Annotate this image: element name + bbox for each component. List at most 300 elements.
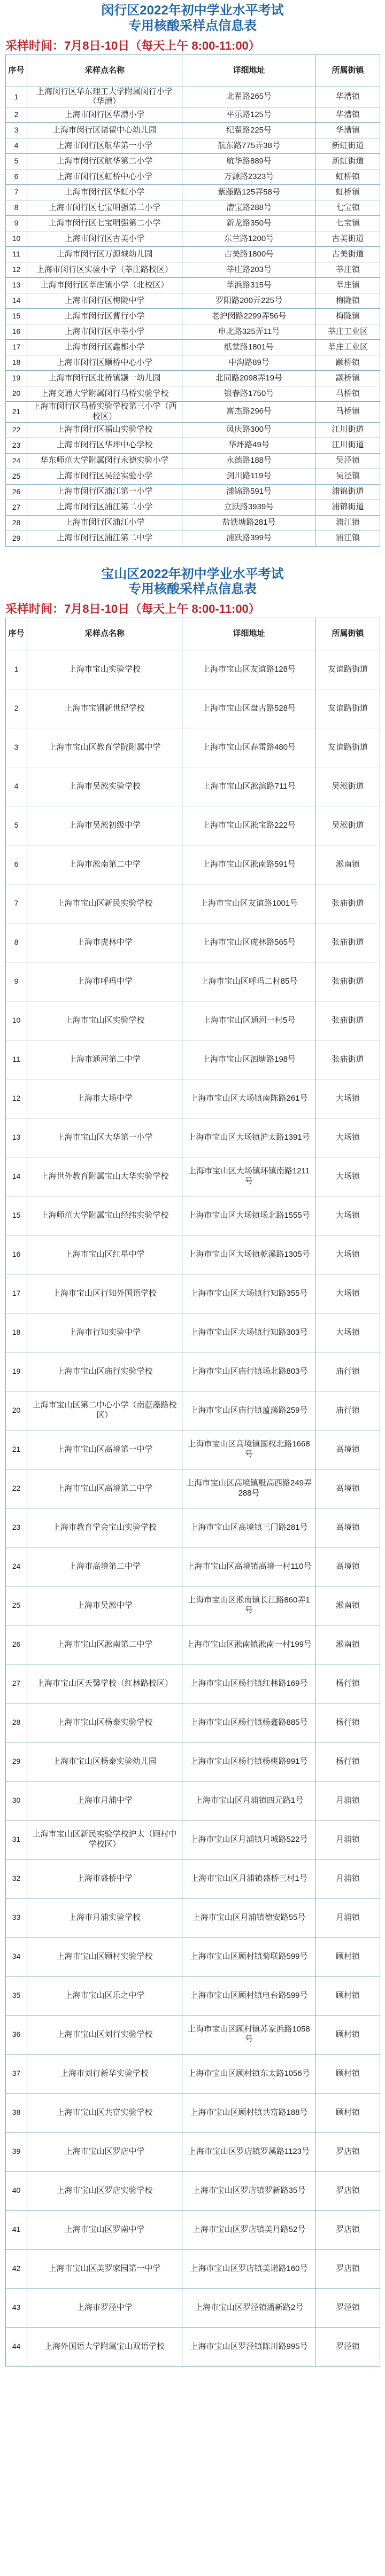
site-name: 上海市闵行区七宝明强第二小学 [27, 200, 182, 216]
row-number: 7 [6, 185, 27, 200]
site-town: 浦江镇 [316, 515, 380, 531]
site-town: 张庙街道 [316, 1040, 380, 1079]
site-town: 庙行镇 [316, 1352, 380, 1391]
site-address: 莘庄路203号 [182, 262, 316, 278]
row-number: 41 [6, 2211, 27, 2250]
site-address: 上海市宝山区大场镇乾溪路1305号 [182, 1235, 316, 1274]
site-name: 上海市闵行区梅陇中学 [27, 293, 182, 309]
site-address: 中沟路89号 [182, 355, 316, 371]
site-address: 凤庆路300号 [182, 422, 316, 438]
table-row [6, 422, 380, 438]
site-address: 上海市宝山区虎林路565号 [182, 923, 316, 962]
site-town: 古美街道 [316, 231, 380, 247]
site-address: 上海市宝山区罗店镇美丹路52号 [182, 2211, 316, 2250]
site-town: 罗店镇 [316, 2172, 380, 2211]
row-number: 21 [6, 402, 27, 423]
table-row [6, 1859, 380, 1898]
site-address: 上海市宝山区罗泾镇陈川路995号 [182, 2328, 316, 2367]
site-name: 上海市闵行区鑫都小学 [27, 340, 182, 355]
site-name: 上海市通河第二中学 [27, 1040, 182, 1079]
site-address: 上海市宝山区友谊路128号 [182, 650, 316, 689]
site-town: 浦江镇 [316, 531, 380, 546]
table-row [6, 1313, 380, 1352]
row-number: 5 [6, 806, 27, 845]
site-town: 华漕镇 [316, 87, 380, 107]
baoshan-section [0, 567, 385, 2367]
site-town: 莘庄工业区 [316, 340, 380, 355]
table-row [6, 1079, 380, 1118]
site-town: 罗店镇 [316, 2211, 380, 2250]
table-row [6, 923, 380, 962]
row-number: 3 [6, 123, 27, 138]
site-name: 上海市宝山区顾村实验学校 [27, 1937, 182, 1976]
site-town: 新虹街道 [316, 138, 380, 154]
row-number: 27 [6, 1664, 27, 1703]
site-address: 纸堂路1801号 [182, 340, 316, 355]
site-name: 上海市吴淞初级中学 [27, 806, 182, 845]
site-address: 上海市宝山区大场镇沪太路1391号 [182, 1118, 316, 1157]
site-town: 七宝镇 [316, 216, 380, 231]
site-name: 上海市刘行新华实验学校 [27, 2054, 182, 2094]
table-row [6, 371, 380, 386]
site-town: 杨行镇 [316, 1703, 380, 1742]
table-row [6, 1196, 380, 1235]
site-town: 浦锦街道 [316, 500, 380, 515]
table-row [6, 309, 380, 324]
table-row [6, 87, 380, 107]
site-address: 申北路325弄11号 [182, 324, 316, 340]
site-name: 上海市宝山区罗店实验学校 [27, 2172, 182, 2211]
row-number: 28 [6, 515, 27, 531]
site-name: 上海市宝山区庙行实验学校 [27, 1352, 182, 1391]
site-address: 上海市宝山区庙行镇蕰藻路259号 [182, 1391, 316, 1430]
table-row [6, 185, 380, 200]
row-number: 27 [6, 500, 27, 515]
site-name: 上海市闵行区航华第二小学 [27, 154, 182, 169]
site-address: 上海市宝山区月浦镇四元路1号 [182, 1781, 316, 1820]
header-address: 详细地址 [182, 618, 316, 650]
row-number: 44 [6, 2328, 27, 2367]
site-name: 华东师范大学附属闵行永德实验小学 [27, 453, 182, 469]
row-number: 42 [6, 2250, 27, 2289]
site-name: 上海市闵行区申莘小学 [27, 324, 182, 340]
site-address: 银春路1750号 [182, 386, 316, 402]
site-town: 高境镇 [316, 1547, 380, 1586]
site-town: 莘庄工业区 [316, 324, 380, 340]
site-name: 上海市宝山实验学校 [27, 650, 182, 689]
site-name: 上海市宝山区淞南第二中学 [27, 1625, 182, 1664]
table-row [6, 247, 380, 262]
row-number: 19 [6, 1352, 27, 1391]
row-number: 35 [6, 1976, 27, 2015]
table-row [6, 340, 380, 355]
site-name: 上海市宝山区红星中学 [27, 1235, 182, 1274]
row-number: 22 [6, 1469, 27, 1508]
site-address: 上海市宝山区淞南镇长江路860弄1号 [182, 1586, 316, 1625]
table-row [6, 1547, 380, 1586]
site-name: 上海市宝山区教育学院附属中学 [27, 728, 182, 767]
row-number: 34 [6, 1937, 27, 1976]
table-row [6, 2172, 380, 2211]
site-name: 上海市宝山区新民实验学校沪太（顾村中学校区） [27, 1820, 182, 1859]
site-name: 上海市宝钢新世纪学校 [27, 689, 182, 728]
site-address: 上海市宝山区顾村镇菊联路599号 [182, 1937, 316, 1976]
site-address: 北翟路265号 [182, 87, 316, 107]
table-row [6, 767, 380, 806]
site-address: 上海市宝山区大场镇行知路303号 [182, 1313, 316, 1352]
site-address: 上海市宝山区顾村镇共富路188号 [182, 2094, 316, 2133]
site-town: 杨行镇 [316, 1742, 380, 1781]
site-address: 上海市宝山区泗塘路198号 [182, 1040, 316, 1079]
site-address: 上海市宝山区盘古路528号 [182, 689, 316, 728]
minhang-sampling-time: 采样时间：7月8日-10日（每天上午 8:00-11:00） [5, 38, 260, 52]
site-address: 上海市宝山区杨行镇杨鑫路885号 [182, 1703, 316, 1742]
site-address: 上海市宝山区顾村镇苏家浜路1058号 [182, 2015, 316, 2054]
site-town: 大场镇 [316, 1118, 380, 1157]
table-row [6, 962, 380, 1001]
site-address: 剑川路119号 [182, 469, 316, 484]
row-number: 29 [6, 531, 27, 546]
row-number: 2 [6, 689, 27, 728]
table-row [6, 2054, 380, 2094]
row-number: 25 [6, 469, 27, 484]
site-name: 上海市宝山区行知外国语学校 [27, 1274, 182, 1313]
site-name: 上海市宝山区实验学校 [27, 1001, 182, 1040]
site-address: 盐铁塘路281号 [182, 515, 316, 531]
site-town: 莘庄镇 [316, 278, 380, 293]
row-number: 17 [6, 340, 27, 355]
site-name: 上海市宝山区新民实验学校 [27, 884, 182, 923]
site-address: 航华路889号 [182, 154, 316, 169]
row-number: 1 [6, 87, 27, 107]
site-name: 上海市罗泾中学 [27, 2289, 182, 2328]
site-address: 上海市宝山区杨行镇杨桃路991号 [182, 1742, 316, 1781]
row-number: 31 [6, 1820, 27, 1859]
table-row [6, 402, 380, 423]
row-number: 15 [6, 1196, 27, 1235]
site-address: 上海市宝山区淞宝路222号 [182, 806, 316, 845]
table-row [6, 2211, 380, 2250]
site-address: 上海市宝山区顾村镇电台路599号 [182, 1976, 316, 2015]
site-name: 上海市闵行区诸翟中心幼儿园 [27, 123, 182, 138]
header-name: 采样点名称 [27, 618, 182, 650]
site-address: 东兰路1200号 [182, 231, 316, 247]
minhang-title-line2: 专用核酸采样点信息表 [128, 18, 257, 33]
site-town: 罗泾镇 [316, 2289, 380, 2328]
table-row [6, 438, 380, 453]
table-row [6, 2133, 380, 2172]
table-row [6, 1898, 380, 1937]
site-town: 罗泾镇 [316, 2328, 380, 2367]
site-address: 上海市宝山区呼玛二村85号 [182, 962, 316, 1001]
site-name: 上海市闵行区浦江第二小学 [27, 500, 182, 515]
row-number: 8 [6, 200, 27, 216]
site-address: 莘浜路315号 [182, 278, 316, 293]
site-town: 虹桥镇 [316, 185, 380, 200]
site-name: 上海市闵行区浦江第一小学 [27, 484, 182, 500]
site-address: 浦跃路399号 [182, 531, 316, 546]
site-town: 颛桥镇 [316, 371, 380, 386]
table-row [6, 262, 380, 278]
table-row [6, 293, 380, 309]
row-number: 4 [6, 767, 27, 806]
baoshan-table [5, 618, 380, 2367]
table-row [6, 1625, 380, 1664]
site-town: 顾村镇 [316, 1976, 380, 2015]
table-row [6, 1157, 380, 1196]
site-town: 大场镇 [316, 1196, 380, 1235]
site-name: 上海市吴淞中学 [27, 1586, 182, 1625]
row-number: 23 [6, 438, 27, 453]
row-number: 30 [6, 1781, 27, 1820]
table-row [6, 231, 380, 247]
site-address: 平乐路125号 [182, 107, 316, 123]
row-number: 11 [6, 247, 27, 262]
site-address: 上海市宝山区高境镇三门路281号 [182, 1508, 316, 1547]
table-row [6, 1586, 380, 1625]
table-row [6, 386, 380, 402]
table-row [6, 806, 380, 845]
site-town: 淞南镇 [316, 845, 380, 884]
table-row [6, 1469, 380, 1508]
site-address: 上海市宝山区顾村镇东太路1056号 [182, 2054, 316, 2094]
site-town: 江川街道 [316, 438, 380, 453]
site-name: 上海市闵行区华漕小学 [27, 107, 182, 123]
row-number: 29 [6, 1742, 27, 1781]
table-row [6, 1508, 380, 1547]
minhang-rows [6, 87, 380, 546]
site-address: 罗阳路200弄225号 [182, 293, 316, 309]
table-row [6, 355, 380, 371]
site-name: 上海市闵行区实验小学（莘庄路校区） [27, 262, 182, 278]
site-name: 上海市宝山区杨泰实验幼儿园 [27, 1742, 182, 1781]
site-town: 张庙街道 [316, 923, 380, 962]
site-name: 上海市闵行区万源城幼儿园 [27, 247, 182, 262]
site-address: 上海市宝山区淞南路591号 [182, 845, 316, 884]
site-town: 吴淞街道 [316, 806, 380, 845]
row-number: 38 [6, 2094, 27, 2133]
site-address: 上海市宝山区罗店镇罗新路35号 [182, 2172, 316, 2211]
table-row [6, 1274, 380, 1313]
site-name: 上海市宝山区高境第一中学 [27, 1430, 182, 1469]
site-address: 上海市宝山区淞南镇淞南一村199号 [182, 1625, 316, 1664]
site-town: 罗店镇 [316, 2250, 380, 2289]
table-row [6, 278, 380, 293]
site-town: 马桥镇 [316, 402, 380, 423]
site-town: 顾村镇 [316, 2094, 380, 2133]
table-row [6, 1118, 380, 1157]
table-row [6, 324, 380, 340]
table-row [6, 154, 380, 169]
site-town: 江川街道 [316, 422, 380, 438]
site-town: 张庙街道 [316, 884, 380, 923]
row-number: 16 [6, 324, 27, 340]
row-number: 9 [6, 216, 27, 231]
table-row [6, 1430, 380, 1469]
table-row [6, 1976, 380, 2015]
table-row [6, 650, 380, 689]
table-row [6, 689, 380, 728]
site-town: 颛桥镇 [316, 355, 380, 371]
site-name: 上海交通大学附属闵行马桥实验学校 [27, 386, 182, 402]
site-town: 大场镇 [316, 1313, 380, 1352]
row-number: 10 [6, 231, 27, 247]
table-row [6, 169, 380, 185]
site-town: 古美街道 [316, 247, 380, 262]
table-row [6, 845, 380, 884]
table-row [6, 107, 380, 123]
site-town: 友谊路街道 [316, 728, 380, 767]
site-address: 上海市宝山区月浦镇德安路55号 [182, 1898, 316, 1937]
baoshan-title-line1: 宝山区2022年初中学业水平考试 [101, 566, 284, 581]
header-town: 所属街镇 [316, 55, 380, 87]
row-number: 19 [6, 371, 27, 386]
site-address: 上海市宝山区罗店镇罗溪路1123号 [182, 2133, 316, 2172]
site-town: 吴泾镇 [316, 469, 380, 484]
site-name: 上海市闵行区浦江第二中学 [27, 531, 182, 546]
site-name: 上海市宝山区乐之中学 [27, 1976, 182, 2015]
site-address: 古美路1800号 [182, 247, 316, 262]
site-name: 上海市教育学会宝山实验学校 [27, 1508, 182, 1547]
row-number: 24 [6, 1547, 27, 1586]
table-row [6, 1001, 380, 1040]
site-name: 上海市闵行区虹桥中心小学 [27, 169, 182, 185]
row-number: 12 [6, 262, 27, 278]
site-town: 虹桥镇 [316, 169, 380, 185]
row-number: 40 [6, 2172, 27, 2211]
site-name: 上海市闵行区浦江小学 [27, 515, 182, 531]
row-number: 43 [6, 2289, 27, 2328]
site-name: 上海市闵行区北桥镇颛一幼儿园 [27, 371, 182, 386]
table-row [6, 2328, 380, 2367]
site-town: 浦锦街道 [316, 484, 380, 500]
site-name: 上海市闵行区马桥实验学校第三小学（西校区） [27, 402, 182, 423]
row-number: 12 [6, 1079, 27, 1118]
table-row [6, 1235, 380, 1274]
table-row [6, 123, 380, 138]
site-name: 上海市宝山区刘行实验学校 [27, 2015, 182, 2054]
site-town: 大场镇 [316, 1274, 380, 1313]
site-address: 上海市宝山区友谊路1001号 [182, 884, 316, 923]
row-number: 14 [6, 1157, 27, 1196]
site-town: 吴淞街道 [316, 767, 380, 806]
row-number: 23 [6, 1508, 27, 1547]
site-address: 上海市宝山区杨行镇红林路169号 [182, 1664, 316, 1703]
site-town: 淞南镇 [316, 1586, 380, 1625]
site-address: 永德路188号 [182, 453, 316, 469]
site-name: 上海市闵行区颛桥中心小学 [27, 355, 182, 371]
row-number: 20 [6, 386, 27, 402]
row-number: 3 [6, 728, 27, 767]
table-row [6, 2094, 380, 2133]
table-row [6, 2250, 380, 2289]
row-number: 24 [6, 453, 27, 469]
table-row [6, 531, 380, 546]
site-name: 上海市宝山区罗店中学 [27, 2133, 182, 2172]
site-address: 上海市宝山区春雷路480号 [182, 728, 316, 767]
row-number: 6 [6, 845, 27, 884]
header-address: 详细地址 [182, 55, 316, 87]
site-address: 上海市宝山区高境镇殷高西路249弄288号 [182, 1469, 316, 1508]
site-town: 七宝镇 [316, 200, 380, 216]
table-row [6, 1781, 380, 1820]
site-address: 上海市宝山区大场镇环镇南路1211号 [182, 1157, 316, 1196]
table-row [6, 138, 380, 154]
baoshan-rows [6, 650, 380, 2367]
site-name: 上海市闵行区吴泾实验小学 [27, 469, 182, 484]
site-address: 上海市宝山区庙行镇场北路803号 [182, 1352, 316, 1391]
site-name: 上海市吴淞实验学校 [27, 767, 182, 806]
site-town: 梅陇镇 [316, 293, 380, 309]
row-number: 18 [6, 355, 27, 371]
row-number: 26 [6, 1625, 27, 1664]
site-address: 上海市宝山区高境镇国权北路1668号 [182, 1430, 316, 1469]
site-address: 万源路2323号 [182, 169, 316, 185]
site-town: 杨行镇 [316, 1664, 380, 1703]
row-number: 4 [6, 138, 27, 154]
site-address: 上海市宝山区月浦镇盛桥三村1号 [182, 1859, 316, 1898]
site-town: 张庙街道 [316, 1001, 380, 1040]
row-number: 11 [6, 1040, 27, 1079]
site-town: 华漕镇 [316, 123, 380, 138]
row-number: 13 [6, 278, 27, 293]
table-row [6, 200, 380, 216]
table-row [6, 1937, 380, 1976]
site-name: 上海闵行区华东理工大学附属闵行小学（华漕） [27, 87, 182, 107]
row-number: 5 [6, 154, 27, 169]
row-number: 16 [6, 1235, 27, 1274]
row-number: 28 [6, 1703, 27, 1742]
table-row [6, 1040, 380, 1079]
baoshan-title-line2: 专用核酸采样点信息表 [128, 582, 257, 597]
site-town: 华漕镇 [316, 107, 380, 123]
site-address: 上海市宝山区淞滨路711号 [182, 767, 316, 806]
site-town: 顾村镇 [316, 1937, 380, 1976]
site-name: 上海外国语大学附属宝山双语学校 [27, 2328, 182, 2367]
site-town: 顾村镇 [316, 2015, 380, 2054]
site-town: 高境镇 [316, 1469, 380, 1508]
site-address: 新龙路350号 [182, 216, 316, 231]
row-number: 1 [6, 650, 27, 689]
site-name: 上海市宝山区共富实验学校 [27, 2094, 182, 2133]
site-town: 梅陇镇 [316, 309, 380, 324]
site-address: 老沪闵路2299弄56号 [182, 309, 316, 324]
minhang-title [0, 3, 385, 34]
site-name: 上海市盛桥中学 [27, 1859, 182, 1898]
table-row [6, 484, 380, 500]
site-name: 上海世外教育附属宝山大华实验学校 [27, 1157, 182, 1196]
table-row [6, 1820, 380, 1859]
site-town: 高境镇 [316, 1430, 380, 1469]
site-name: 上海市呼玛中学 [27, 962, 182, 1001]
row-number: 21 [6, 1430, 27, 1469]
site-town: 月浦镇 [316, 1820, 380, 1859]
site-town: 友谊路街道 [316, 650, 380, 689]
row-number: 17 [6, 1274, 27, 1313]
site-address: 上海市宝山区罗泾镇潘新路2号 [182, 2289, 316, 2328]
site-town: 顾村镇 [316, 2054, 380, 2094]
table-row [6, 1391, 380, 1430]
site-name: 上海市大场中学 [27, 1079, 182, 1118]
header-no: 序号 [6, 618, 27, 650]
site-town: 大场镇 [316, 1079, 380, 1118]
site-name: 上海市宝山区美罗家园第一中学 [27, 2250, 182, 2289]
row-number: 14 [6, 293, 27, 309]
site-town: 月浦镇 [316, 1781, 380, 1820]
row-number: 37 [6, 2054, 27, 2094]
header-no: 序号 [6, 55, 27, 87]
site-name: 上海市虎林中学 [27, 923, 182, 962]
